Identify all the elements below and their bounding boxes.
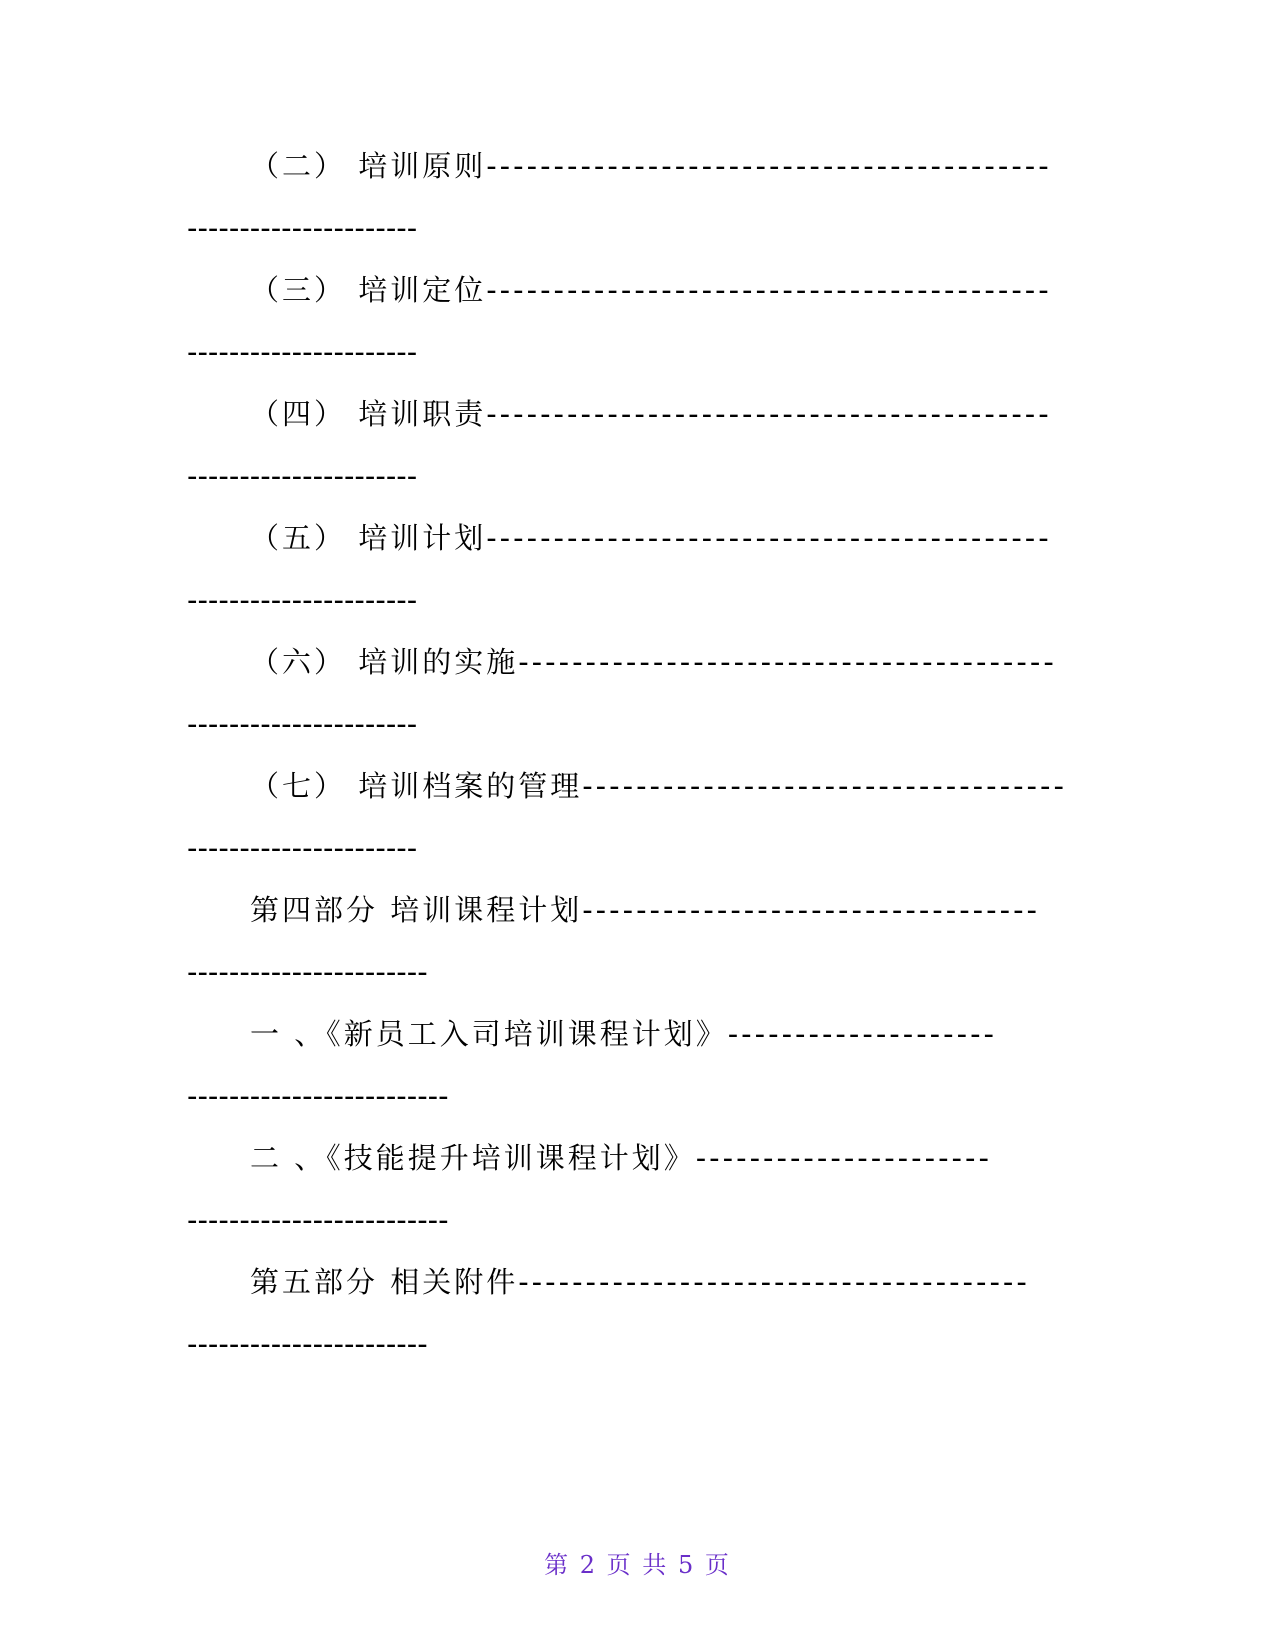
toc-entry — [0, 1264, 1275, 1394]
toc-entry — [0, 520, 1275, 650]
toc-entry-leader: ---------------------- — [187, 335, 418, 369]
toc-entry — [0, 644, 1275, 774]
toc-entry — [0, 272, 1275, 402]
toc-entry-leader: ---------------------- — [187, 211, 418, 245]
toc-entry-title: 第四部分 培训课程计划---------------------------------- — [250, 893, 1041, 927]
toc-entry-leader: ---------------------- — [187, 459, 418, 493]
toc-entry-leader: ---------------------- — [187, 831, 418, 865]
toc-entry-leader: ---------------------- — [187, 707, 418, 741]
toc-entry-title: （五） 培训计划------------------------------------------ — [250, 521, 1052, 555]
toc-entry-leader: ----------------------- — [187, 955, 428, 989]
page-footer: 第 2 页 共 5 页 — [544, 1551, 731, 1579]
toc-entry-leader: ------------------------- — [187, 1079, 449, 1113]
toc-entry-leader: ----------------------- — [187, 1327, 428, 1361]
toc-entry-title: （四） 培训职责------------------------------------------ — [250, 397, 1052, 431]
toc-entry — [0, 768, 1275, 898]
toc-entry-title: 二 、《技能提升培训课程计划》---------------------- — [250, 1141, 992, 1175]
toc-entry — [0, 148, 1275, 278]
toc-entry — [0, 396, 1275, 526]
toc-entry-leader: ------------------------- — [187, 1203, 449, 1237]
toc-entry-title: 一 、《新员工入司培训课程计划》-------------------- — [250, 1017, 998, 1051]
toc-entry — [0, 1140, 1275, 1270]
toc-entry — [0, 1016, 1275, 1146]
toc-entry-title: （六） 培训的实施---------------------------------------- — [250, 645, 1057, 679]
toc-entry — [0, 892, 1275, 1022]
toc-entry-leader: ---------------------- — [187, 583, 418, 617]
toc-entry-title: （三） 培训定位------------------------------------------ — [250, 273, 1052, 307]
toc-entry-title: （二） 培训原则------------------------------------------ — [250, 149, 1052, 183]
toc-entry-title: 第五部分 相关附件-------------------------------------- — [250, 1265, 1030, 1299]
toc-entry-title: （七） 培训档案的管理------------------------------------ — [250, 769, 1067, 803]
